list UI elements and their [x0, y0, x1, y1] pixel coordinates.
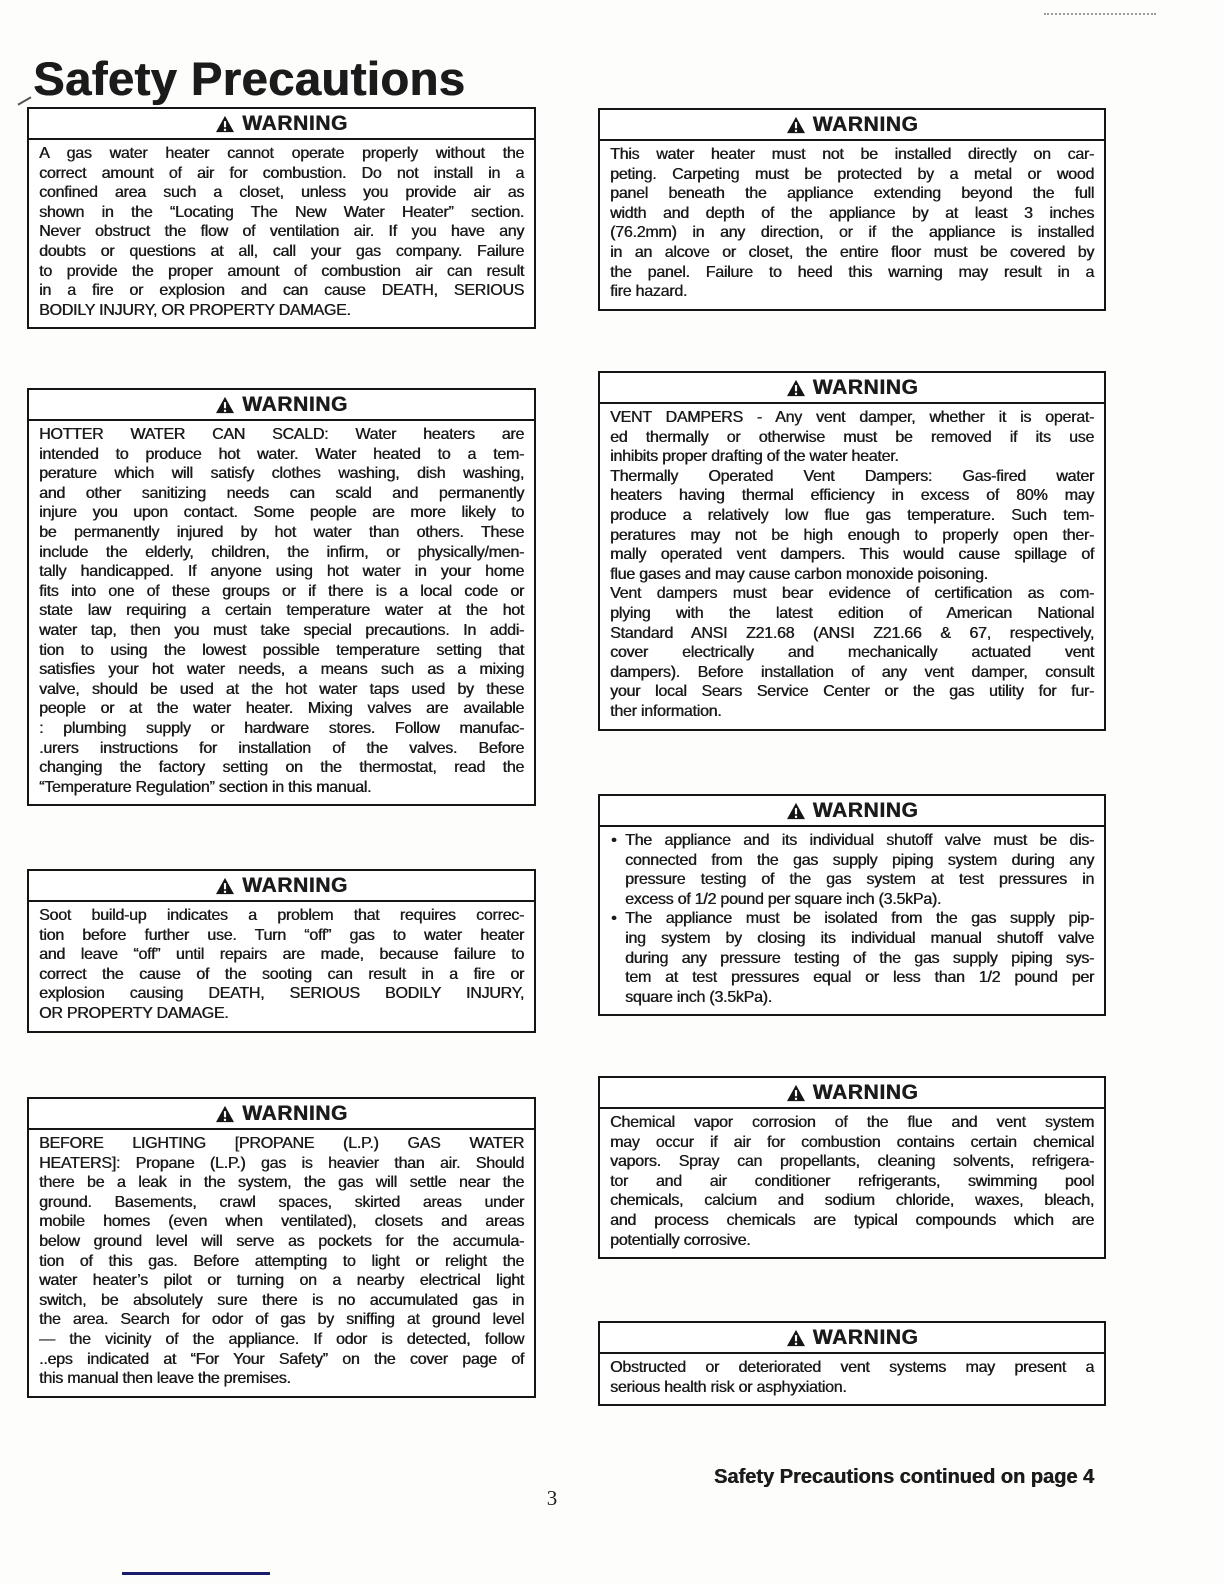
text-line: inhibits proper drafting of the water heater.	[610, 448, 899, 466]
text-line: connected from the gas supply piping system during any	[625, 851, 1094, 869]
paragraph	[610, 1113, 1094, 1250]
text-line: .urers instructions for installation of the valves. Before	[39, 739, 524, 757]
text-line: pressure testing of the gas system at test pressures in	[625, 871, 1094, 889]
warning-header	[29, 109, 534, 140]
warning-body	[600, 827, 1104, 1014]
text-line: in an alcove or closet, the entire floor must be covered by	[610, 243, 1094, 261]
text-line: doubts or questions at all, call your gas company. Failure	[39, 242, 524, 260]
scan-corner-artifact	[18, 96, 32, 105]
warning-box-gas-pressure-testing	[598, 794, 1106, 1016]
text-line: dampers). Before installation of any vent damper, consult	[610, 663, 1094, 681]
warning-label: WARNING	[242, 1102, 348, 1125]
text-line: vapors. Spray can propellants, cleaning solvents, refrigera-	[610, 1153, 1094, 1171]
text-line: below ground level will serve as pockets for the accumula-	[39, 1232, 524, 1250]
bullet-paragraph	[610, 831, 1094, 909]
paragraph	[610, 1358, 1094, 1397]
text-line: people or at the water heater. Mixing valves are available	[39, 700, 524, 718]
text-line: (76.2mm) in any direction, or if the appliance is installed	[610, 224, 1094, 242]
text-line: tion before further use. Turn “off” gas to water heater	[39, 926, 524, 944]
warning-body	[29, 902, 534, 1031]
paragraph	[39, 1134, 524, 1389]
warning-triangle-icon	[215, 1105, 235, 1123]
bottom-rule	[122, 1572, 270, 1575]
warning-label: WARNING	[812, 1081, 919, 1104]
warning-header	[600, 1323, 1104, 1354]
warning-triangle-icon	[786, 802, 806, 820]
text-line: tor and air conditioner refrigerants, swimming pool	[610, 1172, 1094, 1190]
text-line: OR PROPERTY DAMAGE.	[39, 1004, 229, 1022]
text-line: ther information.	[610, 702, 722, 720]
text-line: panel beneath the appliance extending beyond the full	[610, 185, 1094, 203]
text-line: potentially corrosive.	[610, 1231, 751, 1249]
paragraph	[39, 144, 524, 320]
warning-box-soot-build-up	[27, 869, 536, 1033]
text-line: and process chemicals are typical compounds which are	[610, 1211, 1094, 1229]
text-line: correct the cause of the sooting can result in a fire or	[39, 965, 524, 983]
text-line: perature which will satisfy clothes washing, dish washing,	[39, 465, 524, 483]
warning-box-chemical-vapor-corrosion	[598, 1076, 1106, 1259]
text-line: the panel. Failure to heed this warning may result in a	[610, 263, 1094, 281]
text-line: switch, be absolutely sure there is no accumulated gas in	[39, 1291, 524, 1309]
warning-label: WARNING	[812, 1326, 919, 1349]
warning-label: WARNING	[812, 799, 919, 822]
warning-triangle-icon	[786, 116, 806, 134]
text-line: fire hazard.	[610, 283, 688, 301]
warning-box-carpeting	[598, 108, 1106, 311]
text-line: mally operated vent dampers. This would cause spillage of	[610, 546, 1094, 564]
paragraph	[610, 408, 1094, 467]
text-line: ..eps indicated at “For Your Safety” on the cover page of	[39, 1350, 524, 1368]
paragraph	[610, 467, 1094, 585]
paragraph	[39, 425, 524, 797]
text-line: width and depth of the appliance by at least 3 inches	[610, 204, 1094, 222]
text-line: the area. Search for odor of gas by sniffing at ground level	[39, 1311, 524, 1329]
warning-label: WARNING	[812, 376, 919, 399]
text-line: shown in the “Locating The New Water Heater” section.	[39, 203, 524, 221]
text-line: produce a relatively low flue gas temperature. Such tem-	[610, 506, 1094, 524]
text-line: be permanently injured by hot water than others. These	[39, 523, 524, 541]
warning-body	[600, 141, 1104, 309]
warning-triangle-icon	[215, 396, 235, 414]
text-line: water heater’s pilot or turning on a nearby electrical light	[39, 1272, 524, 1290]
page-number: 3	[546, 1486, 558, 1510]
continuation-note: Safety Precautions continued on page 4	[713, 1466, 1094, 1488]
warning-header	[600, 1078, 1104, 1109]
text-line: cover electrically and mechanically actuated vent	[610, 644, 1094, 662]
warning-header	[600, 796, 1104, 827]
text-line: flue gases and may cause carbon monoxide poisoning.	[610, 565, 988, 583]
text-line: square inch (3.5kPa).	[625, 988, 772, 1006]
warning-header	[600, 110, 1104, 141]
text-line: Thermally Operated Vent Dampers: Gas-fired water	[610, 467, 1094, 485]
text-line: — the vicinity of the appliance. If odor is detected, follow	[39, 1330, 524, 1348]
text-line: : plumbing supply or hardware stores. Follow manufac-	[39, 719, 524, 737]
bullet-paragraph	[610, 909, 1094, 1007]
warning-triangle-icon	[786, 379, 806, 397]
text-line: there be a leak in the system, the gas will settle near the	[39, 1174, 524, 1192]
text-line: serious health risk or asphyxiation.	[610, 1378, 847, 1396]
text-line: and other sanitizing needs can scald and permanently	[39, 484, 524, 502]
warning-header	[29, 871, 534, 902]
paragraph	[610, 584, 1094, 721]
scan-dotted-artifact	[1044, 13, 1156, 15]
text-line: BEFORE LIGHTING [PROPANE (L.P.) GAS WATER	[39, 1135, 524, 1152]
text-line: your local Sears Service Center or the gas utility for fur-	[610, 683, 1094, 701]
text-line: excess of 1/2 pound per square inch (3.5kPa).	[625, 890, 942, 908]
warning-label: WARNING	[812, 113, 919, 136]
text-line: plying with the latest edition of American National	[610, 604, 1094, 622]
warning-triangle-icon	[215, 877, 235, 895]
warning-box-hotter-water-can-scald	[27, 388, 536, 806]
text-line: Obstructed or deteriorated vent systems may present a	[610, 1359, 1094, 1376]
text-line: ing system by closing its individual manual shutoff valve	[625, 929, 1094, 947]
text-line: chemicals, calcium and sodium chloride, waxes, bleach,	[610, 1192, 1094, 1210]
text-line: HOTTER WATER CAN SCALD: Water heaters are	[39, 426, 524, 443]
text-line: ground. Basements, crawl spaces, skirted areas under	[39, 1193, 524, 1211]
text-line: Chemical vapor corrosion of the flue and vent system	[610, 1114, 1094, 1131]
text-line: • The appliance and its individual shutoff valve must be dis-	[625, 832, 1094, 849]
text-line: ed thermally or otherwise must be removed if its use	[610, 428, 1094, 446]
warning-box-vent-dampers	[598, 371, 1106, 731]
text-line: • The appliance must be isolated from the gas supply pip-	[625, 910, 1094, 928]
text-line: in a fire or explosion and can cause DEATH, SERIOUS	[39, 282, 524, 300]
paragraph	[39, 906, 524, 1024]
warning-label: WARNING	[242, 874, 348, 897]
text-line: include the elderly, children, the infirm, or physically/men-	[39, 543, 524, 561]
text-line: satisfies your hot water needs, a means such as a mixing	[39, 661, 524, 679]
text-line: this manual then leave the premises.	[39, 1370, 291, 1388]
warning-box-vent-obstruction	[598, 1321, 1106, 1406]
warning-label: WARNING	[242, 393, 348, 416]
text-line: and leave “off” until repairs are made, because failure to	[39, 946, 524, 964]
text-line: This water heater must not be installed directly on car-	[610, 146, 1094, 163]
warning-header	[29, 390, 534, 421]
warning-body	[29, 1130, 534, 1396]
warning-body	[29, 140, 534, 327]
text-line: to provide the proper amount of combustion air can result	[39, 262, 524, 280]
text-line: tally handicapped. If anyone using hot water in your home	[39, 563, 524, 581]
warning-body	[600, 1109, 1104, 1257]
text-line: HEATERS]: Propane (L.P.) gas is heavier than air. Should	[39, 1154, 524, 1172]
text-line: “Temperature Regulation” section in this manual.	[39, 778, 372, 796]
warning-label: WARNING	[242, 112, 348, 135]
text-line: tem at test pressures equal or less than 1/2 pound per	[625, 969, 1094, 987]
text-line: Never obstruct the flow of ventilation air. If you have any	[39, 223, 524, 241]
text-line: peting. Carpeting must be protected by a metal or wood	[610, 165, 1094, 183]
warning-triangle-icon	[786, 1084, 806, 1102]
warning-body	[600, 404, 1104, 729]
warning-triangle-icon	[215, 115, 235, 133]
text-line: VENT DAMPERS - Any vent damper, whether it is operat-	[610, 409, 1094, 426]
text-line: water tap, then you must take special precautions. In addi-	[39, 621, 524, 639]
text-line: Vent dampers must bear evidence of certification as com-	[610, 585, 1094, 603]
text-line: Standard ANSI Z21.68 (ANSI Z21.66 & 67, respectively,	[610, 624, 1094, 642]
text-line: state law requiring a certain temperature water at the hot	[39, 602, 524, 620]
warning-triangle-icon	[786, 1329, 806, 1347]
paragraph	[610, 145, 1094, 302]
warning-body	[29, 421, 534, 804]
page-title: Safety Precautions	[33, 52, 466, 106]
text-line: A gas water heater cannot operate properly without the	[39, 145, 524, 162]
text-line: injure you upon contact. Some people are more likely to	[39, 504, 524, 522]
text-line: peratures may not be high enough to properly open ther-	[610, 526, 1094, 544]
text-line: during any pressure testing of the gas supply piping sys-	[625, 949, 1094, 967]
text-line: heaters having thermal efficiency in excess of 80% may	[610, 487, 1094, 505]
text-line: valve, should be used at the hot water taps used by these	[39, 680, 524, 698]
warning-header	[600, 373, 1104, 404]
text-line: intended to produce hot water. Water heated to a tem-	[39, 445, 524, 463]
warning-box-combustion-air	[27, 107, 536, 329]
text-line: explosion causing DEATH, SERIOUS BODILY INJURY,	[39, 985, 524, 1003]
text-line: may occur if air for combustion contains certain chemical	[610, 1133, 1094, 1151]
text-line: tion to using the lowest possible temperature setting that	[39, 641, 524, 659]
text-line: mobile homes (even when ventilated), closets and areas	[39, 1213, 524, 1231]
text-line: fits into one of these groups or if there is a local code or	[39, 582, 524, 600]
text-line: tion of this gas. Before attempting to light or relight the	[39, 1252, 524, 1270]
warning-header	[29, 1099, 534, 1130]
warning-body	[600, 1354, 1104, 1404]
text-line: changing the factory setting on the thermostat, read the	[39, 759, 524, 777]
warning-box-before-lighting-propane	[27, 1097, 536, 1398]
text-line: correct amount of air for combustion. Do not install in a	[39, 164, 524, 182]
text-line: confined area such a closet, unless you provide air as	[39, 184, 524, 202]
text-line: BODILY INJURY, OR PROPERTY DAMAGE.	[39, 301, 351, 319]
text-line: Soot build-up indicates a problem that requires correc-	[39, 907, 524, 924]
